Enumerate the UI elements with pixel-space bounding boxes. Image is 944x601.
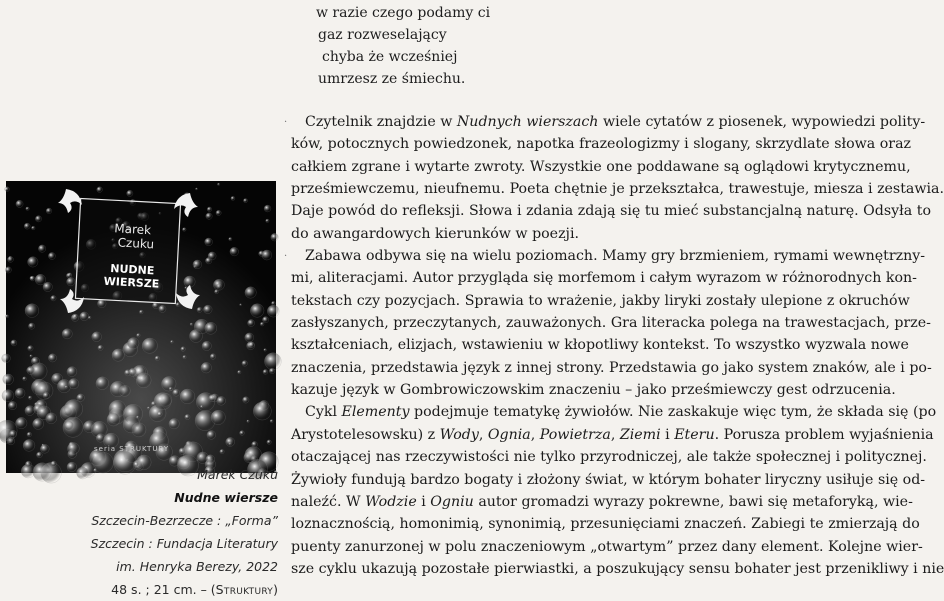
text-line: sze cyklu ukazują pozostałe pierwiastki, a poszukujący sensu bohater jest przenikliwy i nie <box>291 560 944 577</box>
text-line: Daje powód do refleksji. Słowa i zdania zdają się tu mieć substancjalną naturę. Odsyła to <box>291 203 931 220</box>
bubble-decoration <box>139 310 143 314</box>
bubble-decoration <box>217 183 219 185</box>
bubble-decoration <box>193 260 202 269</box>
bubble-decoration <box>25 406 35 416</box>
bubble-decoration <box>9 430 16 437</box>
bubble-decoration <box>136 416 139 419</box>
bubble-decoration <box>30 276 35 281</box>
bubble-decoration <box>110 381 125 396</box>
paragraph <box>291 111 944 245</box>
bubble-decoration <box>242 361 248 367</box>
caption-details-suffix: ) <box>273 582 278 597</box>
bubble-decoration <box>185 287 187 289</box>
bubble-decoration <box>127 190 133 196</box>
bubble-decoration <box>98 299 107 308</box>
text-line: kazuje język w Gombrowiczowskim znaczeniu – jako prześmiewczy gest odrzucenia. <box>291 382 896 399</box>
bubble-decoration <box>250 304 264 318</box>
bubble-decoration <box>260 322 264 326</box>
bubble-decoration <box>2 354 11 363</box>
bubble-decoration <box>206 213 212 219</box>
bubble-decoration <box>197 307 202 312</box>
caption-details-prefix: 48 s. ; 21 cm. – ( <box>111 582 216 597</box>
bubble-decoration <box>155 356 160 361</box>
bubble-decoration <box>154 393 171 410</box>
bubble-decoration <box>253 402 271 420</box>
book-caption <box>20 463 278 601</box>
bubble-decoration <box>15 388 25 398</box>
bubble-decoration <box>183 228 187 232</box>
bubble-decoration <box>48 354 56 362</box>
bubble-decoration <box>107 413 120 426</box>
poem-line: w razie czego podamy ci <box>316 5 491 21</box>
bubble-decoration <box>69 379 79 389</box>
bubble-decoration <box>23 377 27 381</box>
bubble-decoration <box>73 314 77 318</box>
bubble-decoration <box>169 419 179 429</box>
bubble-decoration <box>159 305 166 312</box>
caption-details <box>20 578 278 601</box>
text-line: Cykl Elementy podejmuje tematykę żywiołów. Nie zaskakuje więc tym, że składa się (po <box>305 404 937 421</box>
bubble-decoration <box>190 323 193 326</box>
bubble-decoration <box>31 357 39 365</box>
bubble-decoration <box>238 371 241 374</box>
book-cover-image <box>6 181 276 473</box>
bubble-decoration <box>67 278 75 286</box>
bubble-decoration <box>16 200 23 207</box>
bubble-decoration <box>43 282 52 291</box>
caption-publisher: Szczecin : Fundacja Literatury <box>90 536 278 551</box>
bubble-decoration <box>77 394 85 402</box>
caption-title: Nudne wiersze <box>174 490 278 505</box>
bubble-decoration <box>35 274 46 285</box>
bubble-decoration <box>8 401 16 409</box>
bubble-decoration <box>243 397 249 403</box>
bubble-decoration <box>48 253 55 260</box>
bubble-decoration <box>211 410 225 424</box>
bubble-decoration <box>169 387 172 390</box>
bubble-decoration <box>207 431 216 440</box>
text-line: Żywioły fundują bardzo bogaty i złożony świat, w którym bohater liryczny usiłuje się od- <box>291 471 926 488</box>
bubble-decoration <box>231 196 235 200</box>
bubble-decoration <box>207 207 212 212</box>
bubble-decoration <box>40 444 49 453</box>
bubble-decoration <box>263 370 268 375</box>
bubble-decoration <box>208 252 216 260</box>
bubble-decoration <box>230 247 239 256</box>
caption-publisher: Szczecin-Bezrzecze : „Forma” <box>91 513 278 528</box>
bubble-decoration <box>173 389 180 396</box>
bubble-decoration <box>205 238 213 246</box>
text-line: ków, potocznych powiedzonek, napotka frazeologizmy i slogany, skrzydlate słowa oraz <box>291 136 912 153</box>
bubble-decoration <box>181 347 186 352</box>
bubble-decoration <box>51 296 56 301</box>
bubble-decoration <box>204 305 213 314</box>
bubble-decoration <box>97 187 103 193</box>
bubble-decoration <box>38 245 45 252</box>
bubble-decoration <box>190 330 203 343</box>
bubble-decoration <box>264 349 267 352</box>
text-line: prześmiewczemu, nieufnemu. Poeta chętnie je przekształca, trawestuje, miesza i zestawia. <box>291 181 944 198</box>
bubble-decoration <box>263 317 269 323</box>
text-line: do awangardowych kierunków w poezji. <box>291 225 580 242</box>
bubble-decoration <box>229 238 232 241</box>
bubble-decoration <box>32 226 36 230</box>
bubble-decoration <box>245 447 262 464</box>
bubble-decoration <box>226 437 235 446</box>
bubble-decoration <box>183 355 186 358</box>
bubble-decoration <box>33 418 44 429</box>
bubble-decoration <box>217 396 226 405</box>
bubble-decoration <box>24 223 30 229</box>
poem-fragment <box>316 2 616 90</box>
bubble-decoration <box>171 340 174 343</box>
bubble-decoration <box>267 440 271 444</box>
bubble-decoration <box>37 452 43 458</box>
bubble-decoration <box>46 208 52 214</box>
text-line: Zabawa odbywa się na wielu poziomach. Mamy gry brzmieniem, rymami wewnętrzny- <box>305 248 926 265</box>
bubble-decoration <box>43 392 49 398</box>
bubble-decoration <box>262 250 272 260</box>
paragraph <box>291 401 944 580</box>
bubble-decoration <box>5 315 8 318</box>
bubble-decoration <box>248 320 255 327</box>
text-line: całkiem zgrane i wytarte zwroty. Wszystkie one poddawane są oglądowi krytycznemu, <box>291 158 911 175</box>
bubble-decoration <box>213 279 224 290</box>
bubble-decoration <box>176 303 180 307</box>
bubble-decoration <box>216 210 221 215</box>
bubble-decoration <box>27 432 32 437</box>
bubble-decoration <box>205 322 217 334</box>
bubble-decoration <box>112 349 124 361</box>
bubble-decoration <box>68 443 80 455</box>
bubble-decoration <box>35 216 41 222</box>
text-line: zasłyszanych, przeczytanych, zauważonych. Gra literacka polega na trawestacjach, prze- <box>291 315 931 332</box>
bubble-decoration <box>64 400 83 419</box>
bubble-decoration <box>272 301 276 305</box>
bubble-decoration <box>37 406 51 420</box>
caption-author: Marek Czuku <box>197 467 278 482</box>
text-line: znaczenia, przedstawia język z innej strony. Przedstawia go jako system znaków, ale i po- <box>291 359 932 376</box>
bubble-decoration <box>96 434 105 443</box>
bubble-decoration <box>252 441 258 447</box>
bubble-decoration <box>65 386 68 389</box>
bubble-decoration <box>266 219 269 222</box>
bubble-decoration <box>209 395 216 402</box>
bubble-decoration <box>28 257 38 267</box>
text-line: tekstach czy pozycjach. Sprawia to wrażenie, jakby liryki zostały ulepione z okruchów <box>291 292 910 309</box>
bubble-decoration <box>265 353 282 370</box>
bubble-decoration <box>240 304 242 306</box>
poem-line: umrzesz ze śmiechu. <box>318 71 466 87</box>
bubble-decoration <box>29 323 35 329</box>
bubble-decoration <box>25 304 39 318</box>
bubble-decoration <box>180 389 195 404</box>
bubble-decoration <box>245 287 256 298</box>
bubble-decoration <box>147 407 149 409</box>
text-line: loznacznością, homonimią, synonimią, przesunięciami znaczeń. Zabiegi te zmierzają do <box>291 516 920 533</box>
bubble-decoration <box>83 421 95 433</box>
bubble-decoration <box>123 404 142 423</box>
bubble-decoration <box>26 207 29 210</box>
bubble-decoration <box>200 405 203 408</box>
bubble-decoration <box>67 367 77 377</box>
bubble-decoration <box>157 412 162 417</box>
bubble-decoration <box>80 312 89 321</box>
bubble-decoration <box>129 368 137 376</box>
bubble-decoration <box>23 440 35 452</box>
bubble-decoration <box>2 390 14 402</box>
bubble-decoration <box>247 420 249 422</box>
caption-series: Struktury <box>215 582 274 597</box>
cover-author: MarekCzuku <box>114 221 155 252</box>
bubble-decoration <box>5 187 10 192</box>
bubble-decoration <box>137 334 141 338</box>
bubble-decoration <box>96 377 109 390</box>
text-line: naleźć. W Wodzie i Ogniu autor gromadzi wyrazy pokrewne, bawi się metaforyką, wie- <box>291 493 913 510</box>
paragraph-marker: · <box>284 251 288 262</box>
bubble-decoration <box>220 449 224 453</box>
bubble-decoration <box>62 329 72 339</box>
cover-title: NUDNEWIERSZE <box>103 262 160 291</box>
paragraph-marker: · <box>284 117 288 128</box>
bubble-decoration <box>142 338 157 353</box>
bubble-decoration <box>245 333 254 342</box>
bubble-decoration <box>210 354 216 360</box>
bubble-decoration <box>28 396 31 399</box>
text-line: Czytelnik znajdzie w Nudnych wierszach wiele cytatów z piosenek, wypowiedzi polity- <box>305 114 926 130</box>
bubble-decoration <box>202 341 211 350</box>
bubble-decoration <box>28 346 33 351</box>
bubble-decoration <box>5 267 11 273</box>
bubble-decoration <box>27 366 35 374</box>
text-line: puenty zanurzonej w polu znaczeniowym „otwartym” przez dany element. Kolejne wier- <box>291 538 923 555</box>
text-line: Arystotelesowsku) z Wody, Ognia, Powietrza, Ziemi i Eteru. Porusza problem wyjaśnienia <box>291 426 934 443</box>
bubble-decoration <box>3 374 14 385</box>
bubble-decoration <box>240 431 245 436</box>
bubble-decoration <box>196 188 198 190</box>
poem-line: chyba że wcześniej <box>322 49 458 65</box>
bubble-decoration <box>185 414 190 419</box>
cover-series-label: seria STRUKTURY <box>94 445 170 453</box>
poem-line: gaz rozweselający <box>318 27 447 43</box>
article-body <box>291 111 944 580</box>
bubble-decoration <box>249 342 254 347</box>
text-line: otaczającej nas rzeczywistości nie tylko przyrodniczej, ale także społecznej i politycznej. <box>291 449 927 466</box>
caption-publisher: im. Henryka Berezy, 2022 <box>116 559 278 574</box>
bubble-decoration <box>98 345 103 350</box>
paragraph <box>291 245 932 401</box>
bubble-decoration <box>201 362 212 373</box>
bubble-decoration <box>271 233 279 241</box>
text-line: mi, aliteracjami. Autor przygląda się morfemom i całym wyrazom w różnorodnych kon- <box>291 270 917 287</box>
bubble-decoration <box>30 355 32 357</box>
bubble-decoration <box>16 417 27 428</box>
text-line: kształceniach, elizjach, wstawieniu w kłopotliwy kontekst. To wszystko wyzwala nowe <box>291 337 909 354</box>
bubble-decoration <box>9 256 11 258</box>
bubble-decoration <box>92 332 102 342</box>
bubble-decoration <box>128 338 139 349</box>
bubble-decoration <box>270 420 273 423</box>
bubble-decoration <box>267 305 279 317</box>
bubble-decoration <box>11 340 17 346</box>
bubble-decoration <box>264 205 271 212</box>
bubble-decoration <box>244 199 248 203</box>
bubble-decoration <box>136 373 151 388</box>
bubble-decoration <box>65 421 74 430</box>
